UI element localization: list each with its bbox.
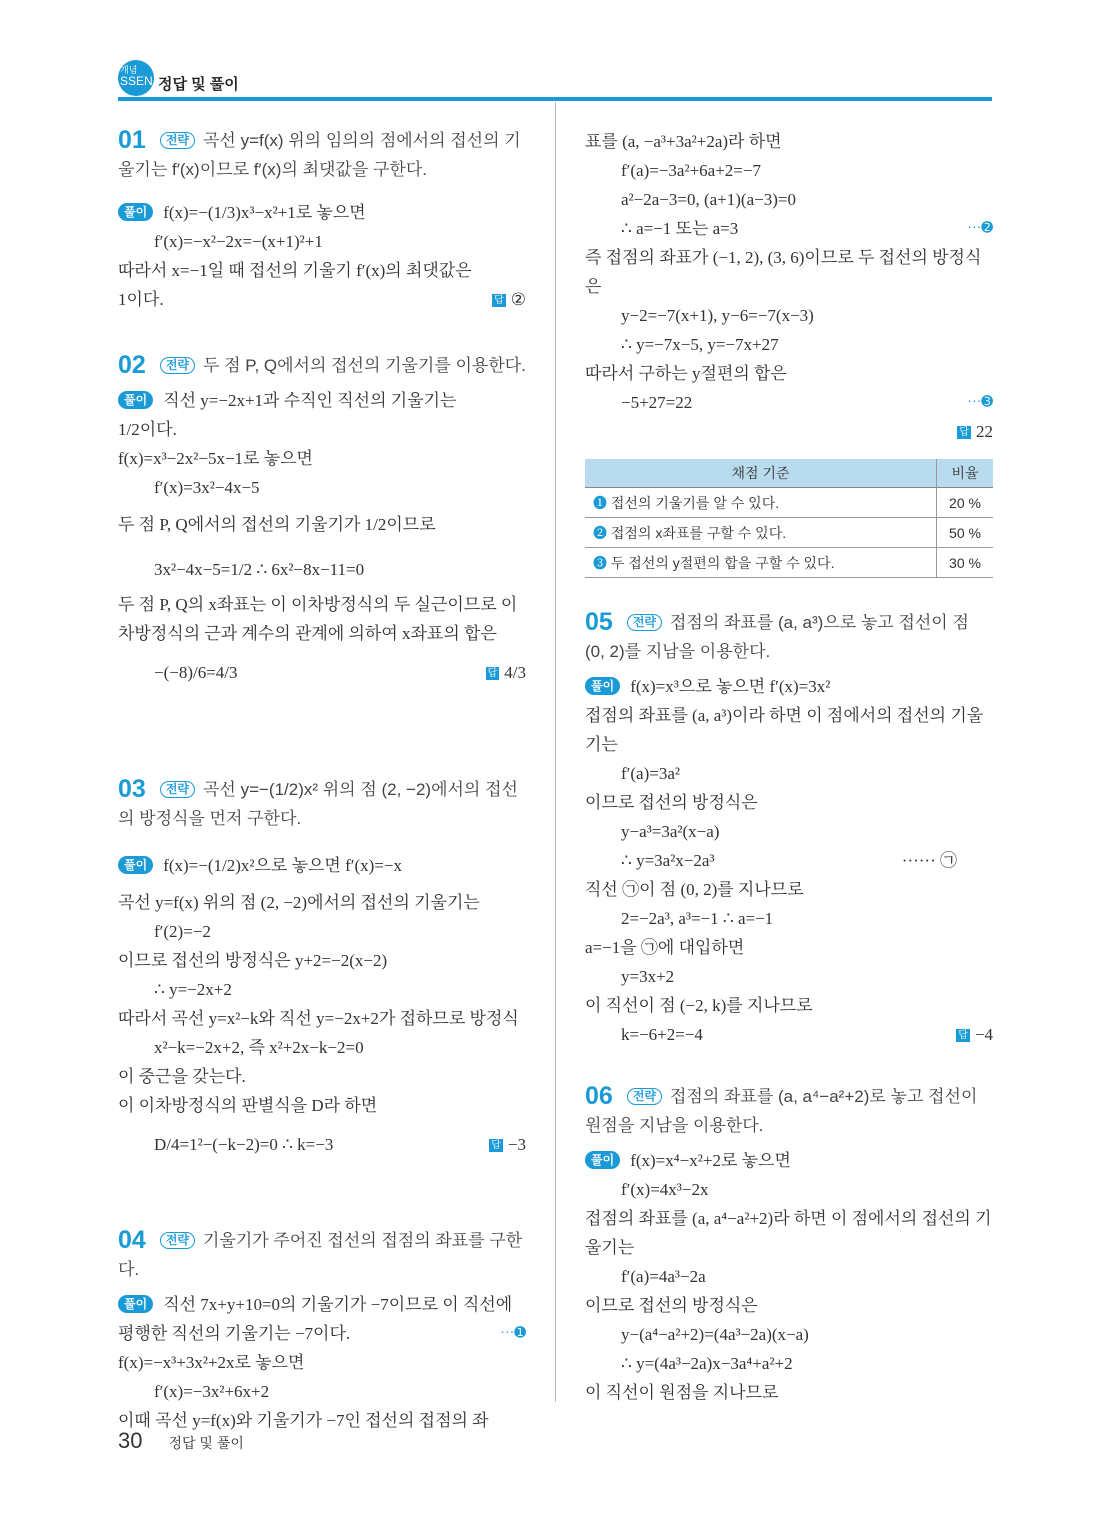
- page-number: 30: [118, 1428, 143, 1453]
- line: f′(a)=4a³−2a: [621, 1267, 706, 1286]
- problem-04-continued: [585, 127, 993, 446]
- line: 곡선 y=f(x) 위의 점 (2, −2)에서의 접선의 기울기는: [118, 893, 480, 912]
- answer: [492, 285, 526, 314]
- line: −(−8)/6=4/3: [154, 663, 238, 682]
- answer: [489, 1130, 526, 1159]
- line: f(x)=x³으로 놓으면 f′(x)=3x²: [630, 677, 831, 696]
- solution-badge: 풀이: [585, 677, 620, 695]
- grading-table: [585, 459, 993, 578]
- problem-number: 06: [585, 1082, 613, 1110]
- line: 이므로 접선의 방정식은 y+2=−2(x−2): [118, 951, 388, 970]
- line: 따라서 x=−1일 때 접선의 기울기 f′(x)의 최댓값은: [118, 261, 472, 280]
- line: 이 직선이 점 (−2, k)를 지나므로: [585, 996, 813, 1015]
- header-ratio: 비율: [937, 459, 994, 488]
- line: k=−6+2=−4: [621, 1025, 703, 1044]
- line: 따라서 구하는 y절편의 합은: [585, 364, 787, 383]
- criterion: 접점의 x좌표를 구할 수 있다.: [610, 524, 787, 541]
- line: f′(x)=−x²−2x=−(x+1)²+1: [154, 232, 323, 251]
- table-row: [585, 518, 993, 548]
- table-row: [585, 548, 993, 578]
- row-marker: ❸: [593, 554, 607, 571]
- strategy-text: 곡선 y=−(1/2)x² 위의 점 (2, −2)에서의 접선의 방정식을 먼저 구한다.: [118, 780, 518, 828]
- problem-04: [118, 1226, 526, 1435]
- line: f′(a)=3a²: [621, 764, 680, 783]
- line: f(x)=x³−2x²−5x−1로 놓으면: [118, 449, 313, 468]
- line: ∴ y=(4a³−2a)x−3a⁴+a²+2: [621, 1354, 793, 1373]
- line: 직선 7x+y+10=0의 기울기가 −7이므로 이 직선에 평행한 직선의 기울기는 −7이다.: [118, 1295, 513, 1343]
- line: 접점의 좌표를 (a, a⁴−a²+2)라 하면 이 점에서의 접선의 기울기는: [585, 1209, 992, 1257]
- line: ∴ y=3a²x−2a³: [621, 851, 715, 870]
- logo: [118, 60, 154, 96]
- problem-number: 03: [118, 775, 146, 803]
- line: f′(x)=4x³−2x: [621, 1180, 709, 1199]
- line: f(x)=x⁴−x²+2로 놓으면: [630, 1151, 791, 1170]
- line: 이므로 접선의 방정식은: [585, 793, 758, 812]
- step-marker-1: ···➊: [500, 1326, 526, 1341]
- strategy-text: 기울기가 주어진 접선의 접점의 좌표를 구한다.: [118, 1231, 523, 1279]
- header-title: 정답 및 풀이: [158, 76, 239, 93]
- grading-table-wrap: [585, 459, 993, 578]
- line: 1/2이다.: [118, 420, 177, 439]
- header-rule: [118, 97, 992, 101]
- footer: [118, 1428, 244, 1454]
- strategy-badge: 전략: [160, 357, 195, 374]
- problem-number: 02: [118, 351, 146, 379]
- strategy-badge: 전략: [160, 1232, 195, 1249]
- line: 이므로 접선의 방정식은: [585, 1296, 758, 1315]
- strategy-badge: 전략: [160, 781, 195, 798]
- answer-value: 4/3: [504, 663, 526, 682]
- strategy-badge: 전략: [627, 1088, 662, 1105]
- answer: [956, 1020, 993, 1049]
- line: 즉 접점의 좌표가 (−1, 2), (3, 6)이므로 두 접선의 방정식은: [585, 248, 982, 296]
- problem-number: 05: [585, 608, 613, 636]
- line: 직선 y=−2x+1과 수직인 직선의 기울기는: [163, 391, 457, 410]
- column-divider: [555, 102, 556, 1402]
- table-row: [585, 488, 993, 518]
- line: ∴ y=−2x+2: [154, 980, 232, 999]
- strategy-text: 접점의 좌표를 (a, a⁴−a²+2)로 놓고 접선이 원점을 지남을 이용한다.: [585, 1087, 978, 1135]
- solution-badge: 풀이: [118, 856, 153, 874]
- line: D/4=1²−(−k−2)=0 ∴ k=−3: [154, 1135, 334, 1154]
- line: 접점의 좌표를 (a, a³)이라 하면 이 점에서의 접선의 기울기는: [585, 706, 984, 754]
- line: 이 직선이 원점을 지나므로: [585, 1383, 779, 1402]
- line: f(x)=−x³+3x²+2x로 놓으면: [118, 1353, 305, 1372]
- answer-value: 22: [976, 422, 993, 441]
- step-marker-2: ···➋: [967, 221, 993, 236]
- ratio: 30 %: [937, 548, 994, 578]
- logo-bottom: SSEN: [120, 74, 153, 88]
- answer-icon: 답: [959, 427, 969, 438]
- line: 1이다.: [118, 290, 164, 309]
- problem-number: 04: [118, 1226, 146, 1254]
- answer-value: ②: [510, 290, 526, 309]
- footer-title: 정답 및 풀이: [168, 1435, 244, 1451]
- line: 2=−2a³, a³=−1 ∴ a=−1: [621, 909, 774, 928]
- row-marker: ❶: [593, 494, 607, 511]
- answer-value: −3: [507, 1135, 526, 1154]
- line: 표를 (a, −a³+3a²+2a)라 하면: [585, 132, 782, 151]
- line: y−(a⁴−a²+2)=(4a³−2a)(x−a): [621, 1325, 809, 1344]
- line: 이 중근을 갖는다.: [118, 1067, 246, 1086]
- row-marker: ❷: [593, 524, 607, 541]
- line: f′(x)=−3x²+6x+2: [154, 1382, 270, 1401]
- header-criterion: 채점 기준: [585, 459, 937, 488]
- line: x²−k=−2x+2, 즉 x²+2x−k−2=0: [154, 1038, 364, 1057]
- line: y=3x+2: [621, 967, 675, 986]
- line: a=−1을 ㉠에 대입하면: [585, 938, 745, 957]
- criterion: 접선의 기울기를 알 수 있다.: [610, 494, 780, 511]
- problem-06: [585, 1082, 993, 1407]
- line: f′(x)=3x²−4x−5: [154, 478, 260, 497]
- line: f′(a)=−3a²+6a+2=−7: [621, 161, 761, 180]
- line: ∴ y=−7x−5, y=−7x+27: [621, 335, 779, 354]
- strategy-text: 두 점 P, Q에서의 접선의 기울기를 이용한다.: [203, 356, 526, 375]
- line: 3x²−4x−5=1/2 ∴ 6x²−8x−11=0: [154, 560, 365, 579]
- line: y−a³=3a²(x−a): [621, 822, 720, 841]
- problem-01: [118, 126, 526, 314]
- line: a²−2a−3=0, (a+1)(a−3)=0: [621, 190, 796, 209]
- line: ∴ a=−1 또는 a=3: [621, 219, 739, 238]
- problem-05: [585, 608, 993, 1049]
- strategy-text: 접점의 좌표를 (a, a³)으로 놓고 접선이 점 (0, 2)를 지남을 이용한다.: [585, 613, 969, 661]
- answer-icon: 답: [494, 295, 504, 306]
- line: 이 이차방정식의 판별식을 D라 하면: [118, 1096, 378, 1115]
- problem-number: 01: [118, 126, 146, 154]
- answer: [486, 658, 526, 687]
- line: 두 점 P, Q의 x좌표는 이 이차방정식의 두 실근이므로 이차방정식의 근과 계수의 관계에 의하여 x좌표의 합은: [118, 595, 518, 643]
- line: −5+27=22: [621, 393, 693, 412]
- line: 두 점 P, Q에서의 접선의 기울기가 1/2이므로: [118, 515, 436, 534]
- strategy-badge: 전략: [160, 132, 195, 149]
- line: f′(2)=−2: [154, 922, 211, 941]
- line: 이때 곡선 y=f(x)와 기울기가 −7인 접선의 접점의 좌: [118, 1411, 489, 1430]
- equation-tag: ······ ㉠: [901, 851, 957, 870]
- strategy-text: 곡선 y=f(x) 위의 임의의 점에서의 접선의 기울기는 f′(x)이므로 f′(x)의 최댓값을 구한다.: [118, 131, 521, 179]
- ratio: 20 %: [937, 488, 994, 518]
- line: 따라서 곡선 y=x²−k와 직선 y=−2x+2가 접하므로 방정식: [118, 1009, 519, 1028]
- answer-icon: 답: [487, 668, 498, 679]
- strategy-badge: 전략: [627, 614, 662, 631]
- logo-top: 개념: [120, 65, 138, 75]
- solution-badge: 풀이: [118, 1295, 153, 1313]
- answer-icon: 답: [958, 1030, 968, 1041]
- answer-value: −4: [974, 1025, 993, 1044]
- solution-badge: 풀이: [118, 203, 153, 221]
- line: f(x)=−(1/2)x²으로 놓으면 f′(x)=−x: [163, 856, 402, 875]
- line: 직선 ㉠이 점 (0, 2)를 지나므로: [585, 880, 804, 899]
- header: [118, 60, 239, 96]
- ratio: 50 %: [937, 518, 994, 548]
- line: y−2=−7(x+1), y−6=−7(x−3): [621, 306, 814, 325]
- line: f(x)=−(1/3)x³−x²+1로 놓으면: [163, 203, 366, 222]
- solution-badge: 풀이: [118, 391, 153, 409]
- problem-03: [118, 775, 526, 1159]
- criterion: 두 접선의 y절편의 합을 구할 수 있다.: [610, 554, 835, 571]
- answer-icon: 답: [491, 1140, 501, 1151]
- step-marker-3: ···➌: [967, 395, 993, 410]
- solution-badge: 풀이: [585, 1151, 620, 1169]
- problem-02: [118, 351, 526, 687]
